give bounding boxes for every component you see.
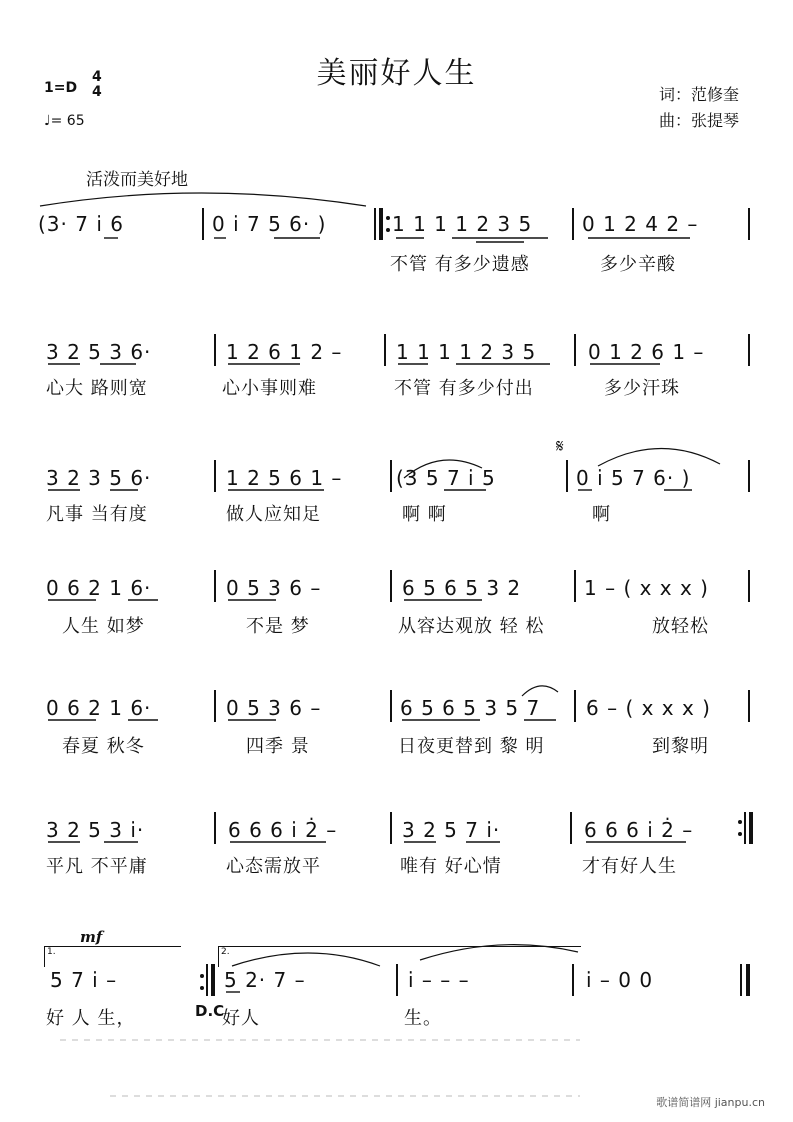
lyric-line: 啊 啊: [402, 504, 447, 525]
segno-icon: 𝄋: [556, 436, 564, 457]
measure: 0 6 2 1 6·: [46, 576, 152, 600]
expression-marking: 活泼而美好地: [86, 170, 188, 190]
measure: 6 5 6 5 3 5 7: [400, 696, 541, 720]
measure: 0 i̇ 7 5 6· ): [212, 212, 327, 236]
meter-denominator: 4: [92, 84, 102, 100]
meter-numerator: 4: [92, 69, 102, 85]
lyric-line: 春夏 秋冬: [62, 736, 145, 757]
lyric-line: 心大 路则宽: [46, 378, 148, 399]
lyricist-credit: 词：范修奎: [659, 85, 740, 104]
lyric-line: 多少辛酸: [600, 254, 676, 275]
lyric-line: 唯有 好心情: [400, 856, 502, 877]
measure: 0 5 3 6 –: [226, 576, 322, 600]
lyric-line: 多少汗珠: [604, 378, 680, 399]
lyric-line: 不管 有多少付出: [394, 378, 534, 399]
lyric-line: 才有好人生: [582, 856, 677, 877]
slur: [40, 193, 366, 206]
lyric-line: 啊: [592, 504, 611, 525]
tempo-value: = 65: [50, 113, 85, 129]
measure: 0 6 2 1 6·: [46, 696, 152, 720]
measure: 6 – ( x x x ): [586, 696, 711, 720]
measure: 1 1 1 1 2 3 5: [392, 212, 533, 236]
lyric-line: 生。: [404, 1008, 442, 1029]
lyric-line: 平凡 不平庸: [46, 856, 148, 877]
volta-label: 1.: [47, 947, 56, 957]
lyric-line: 不管 有多少遗感: [390, 254, 530, 275]
measure: 1 2 6 1 2 –: [226, 340, 343, 364]
slur: [404, 460, 482, 478]
key-signature: 1=D: [44, 80, 78, 96]
measure: (3· 7 i̇ 6: [38, 212, 124, 236]
measure: 5 7 i̇ –: [50, 968, 118, 992]
lyric-line: 日夜更替到 黎 明: [398, 736, 545, 757]
measure: 3 2 5 3 i̇·: [46, 818, 145, 842]
lyric-line: 四季 景: [246, 736, 310, 757]
measure: 6 6 6 i̇ 2̇ –: [228, 818, 338, 842]
measure: 5 2· 7 –: [224, 968, 306, 992]
lyric-line: 到黎明: [652, 736, 709, 757]
lyric-line: 不是 梦: [246, 616, 310, 637]
measure: 6 6 6 i̇ 2̇ –: [584, 818, 694, 842]
measure: 3 2 3 5 6·: [46, 466, 152, 490]
slur: [420, 945, 578, 960]
lyric-line: 好人: [222, 1008, 260, 1029]
slur: [598, 448, 720, 466]
slur: [232, 953, 380, 966]
measure: (3 5 7 i̇ 5: [396, 466, 496, 490]
measure: i̇ – – –: [408, 968, 470, 992]
measure: 1 2 5 6 1 –: [226, 466, 343, 490]
lyric-line: 心态需放平: [226, 856, 321, 877]
lyric-line: 从容达观放 轻 松: [398, 616, 545, 637]
measure: 0 1 2 4 2 –: [582, 212, 699, 236]
lyric-line: 好 人 生，: [46, 1008, 136, 1029]
measure: 0 1 2 6 1 –: [588, 340, 705, 364]
lyric-line: 凡事 当有度: [46, 504, 148, 525]
measure: 3 2 5 3 6·: [46, 340, 152, 364]
song-title: 美丽好人生: [316, 56, 477, 91]
measure: i̇ – 0 0: [586, 968, 654, 992]
measure: 1 1 1 1 2 3 5: [396, 340, 537, 364]
volta-label: 2.: [221, 947, 230, 957]
da-capo-marking: D.C: [195, 1002, 225, 1020]
lyric-line: 人生 如梦: [62, 616, 145, 637]
lyric-line: 放轻松: [652, 616, 709, 637]
measure: 0 5 3 6 –: [226, 696, 322, 720]
site-watermark: 歌谱简谱网 jianpu.cn: [656, 1096, 765, 1109]
measure: 0 i̇ 5 7 6· ): [576, 466, 691, 490]
measure: 6 5 6 5 3 2: [402, 576, 522, 600]
lyric-line: 心小事则难: [222, 378, 317, 399]
lyric-line: 做人应知足: [226, 504, 321, 525]
composer-credit: 曲：张提琴: [659, 111, 740, 130]
measure: 3 2 5 7 i̇·: [402, 818, 501, 842]
quarter-note-icon: ♩: [44, 113, 51, 129]
measure: 1 – ( x x x ): [584, 576, 709, 600]
slur: [522, 686, 558, 696]
dynamic-marking: mf: [80, 928, 103, 946]
